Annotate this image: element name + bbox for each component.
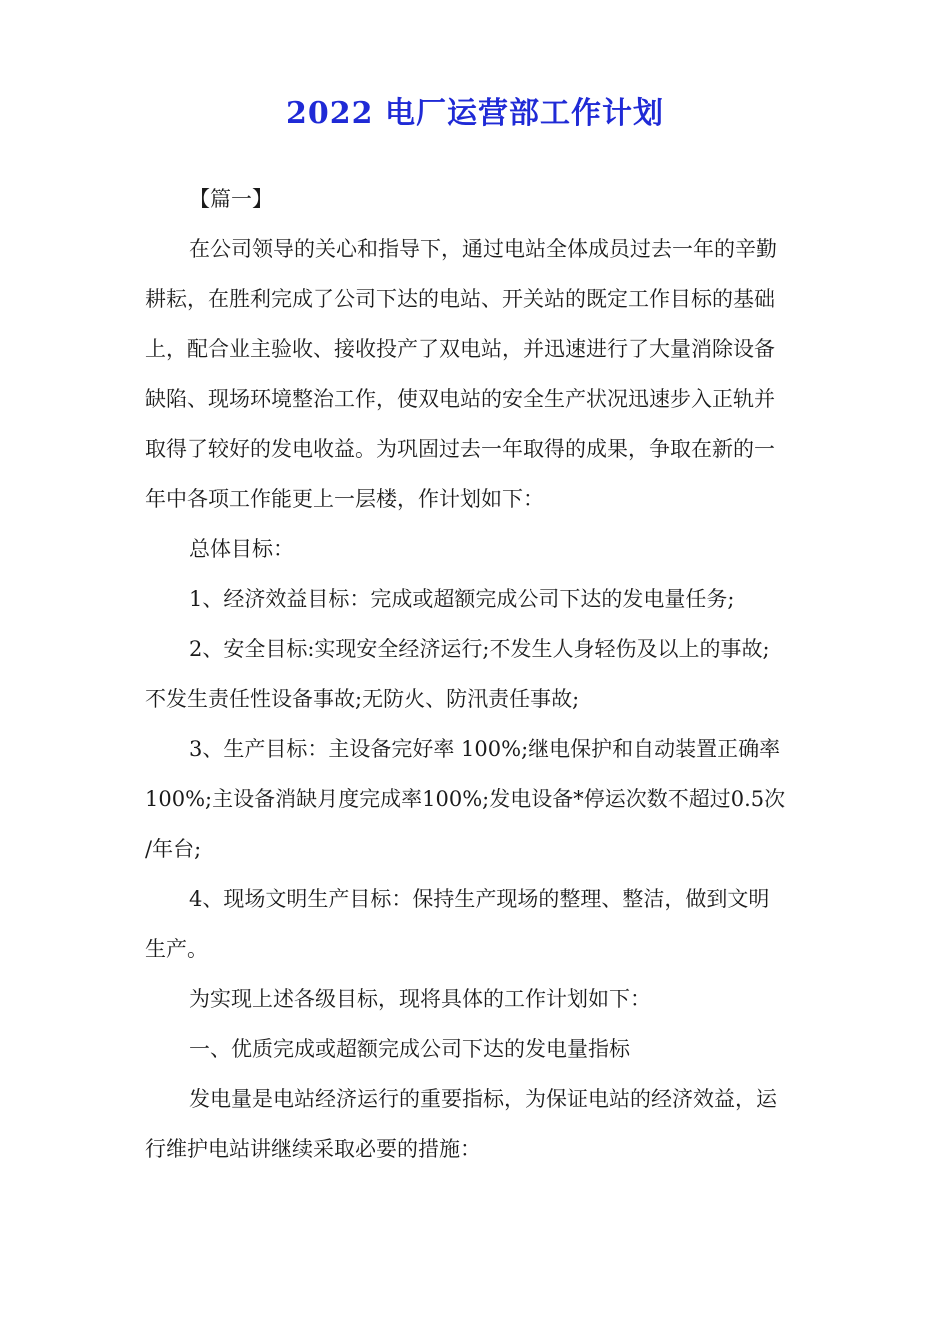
paragraph xyxy=(145,874,820,974)
paragraph-line: 100%;主设备消缺月度完成率100%;发电设备*停运次数不超过0.5次 xyxy=(145,787,786,811)
paragraph-line: 行维护电站讲继续采取必要的措施： xyxy=(145,1137,481,1161)
paragraph-line: 上，配合业主验收、接收投产了双电站，并迅速进行了大量消除设备 xyxy=(145,337,775,361)
document-body xyxy=(145,174,820,1174)
paragraph-line: 为实现上述各级目标，现将具体的工作计划如下： xyxy=(189,987,651,1011)
paragraph xyxy=(145,624,820,724)
paragraph xyxy=(145,1074,820,1174)
paragraph xyxy=(145,574,820,624)
paragraph-line: 耕耘，在胜利完成了公司下达的电站、开关站的既定工作目标的基础 xyxy=(145,287,775,311)
paragraph-line: 取得了较好的发电收益。为巩固过去一年取得的成果，争取在新的一 xyxy=(145,437,775,461)
paragraph-line: 4、现场文明生产目标：保持生产现场的整理、整洁，做到文明 xyxy=(189,887,770,911)
paragraph-line: /年台; xyxy=(145,837,202,861)
paragraph-line: 一、优质完成或超额完成公司下达的发电量指标 xyxy=(189,1037,630,1061)
paragraph xyxy=(145,524,820,574)
paragraph xyxy=(145,1024,820,1074)
document-title: 2022 电厂运营部工作计划 xyxy=(286,96,664,131)
paragraph-line: 在公司领导的关心和指导下，通过电站全体成员过去一年的辛勤 xyxy=(189,237,777,261)
paragraph xyxy=(145,224,820,524)
paragraph-line: 年中各项工作能更上一层楼，作计划如下： xyxy=(145,487,544,511)
paragraph xyxy=(145,724,820,874)
paragraph-line: 发电量是电站经济运行的重要指标，为保证电站的经济效益，运 xyxy=(189,1087,777,1111)
paragraph-line: 3、生产目标：主设备完好率 100%;继电保护和自动装置正确率 xyxy=(189,737,781,761)
paragraph-line: 缺陷、现场环境整治工作，使双电站的安全生产状况迅速步入正轨并 xyxy=(145,387,775,411)
paragraph-line: 不发生责任性设备事故;无防火、防汛责任事故; xyxy=(145,687,580,711)
paragraph-line: 1、经济效益目标：完成或超额完成公司下达的发电量任务; xyxy=(189,587,735,611)
paragraph-line: 生产。 xyxy=(145,937,208,961)
paragraph xyxy=(145,974,820,1024)
section-label: 【篇一】 xyxy=(189,187,273,211)
paragraph-line: 总体目标： xyxy=(189,537,294,561)
paragraph-line: 2、安全目标:实现安全经济运行;不发生人身轻伤及以上的事故; xyxy=(189,637,770,661)
